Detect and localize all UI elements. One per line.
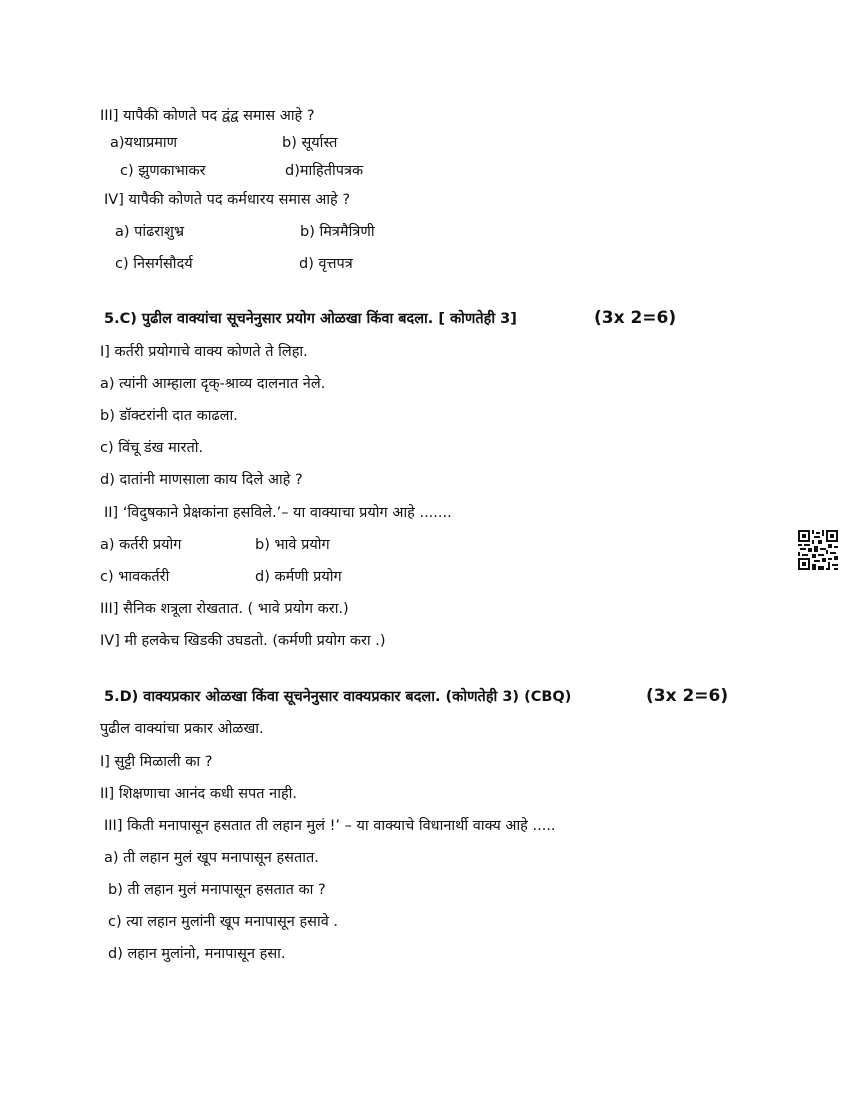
- section-5c-marks: (3x 2=6): [594, 308, 677, 328]
- q4-iii-option-d: d)माहितीपत्रक: [285, 163, 364, 179]
- q4-iii-question: III] यापैकी कोणते पद द्वंद्व समास आहे ?: [100, 108, 315, 124]
- q4-iv-option-a: a) पांढराशुभ्र: [115, 224, 185, 240]
- q4-iv-option-b: b) मित्रमैत्रिणी: [300, 224, 375, 240]
- s5d-q3-option-b: b) ती लहान मुलं मनापासून हसतात का ?: [108, 882, 326, 898]
- s5c-q2: II] ‘विदुषकाने प्रेक्षकांना हसविले.’– या वाक्याचा प्रयोग आहे .......: [104, 505, 452, 521]
- s5d-q3-option-c: c) त्या लहान मुलांनी खूप मनापासून हसावे .: [108, 914, 338, 930]
- q4-iv-option-c: c) निसर्गसौदर्य: [115, 256, 193, 272]
- q4-iv-question: IV] यापैकी कोणते पद कर्मधारय समास आहे ?: [104, 192, 351, 208]
- q4-iv-option-d: d) वृत्तपत्र: [299, 256, 353, 272]
- s5d-q3-option-a: a) ती लहान मुलं खूप मनापासून हसतात.: [104, 850, 319, 866]
- s5c-q3: III] सैनिक शत्रूला रोखतात. ( भावे प्रयोग करा.): [100, 601, 349, 617]
- s5c-q1: I] कर्तरी प्रयोगाचे वाक्य कोणते ते लिहा.: [100, 344, 308, 360]
- s5d-intro: पुढील वाक्यांचा प्रकार ओळखा.: [100, 721, 264, 737]
- qr-code-icon: [798, 530, 838, 570]
- s5c-q4: IV] मी हलकेच खिडकी उघडतो. (कर्मणी प्रयोग करा .): [100, 633, 386, 649]
- section-5d-heading: 5.D) वाक्यप्रकार ओळखा किंवा सूचनेनुसार वाक्यप्रकार बदला. (कोणतेही 3) (CBQ): [104, 689, 572, 705]
- s5c-q2-option-c: c) भावकर्तरी: [100, 569, 170, 585]
- s5c-q2-option-d: d) कर्मणी प्रयोग: [255, 569, 342, 585]
- s5d-q3-option-d: d) लहान मुलांनो, मनापासून हसा.: [108, 946, 286, 962]
- s5d-q2: II] शिक्षणाचा आनंद कधी सपत नाही.: [100, 786, 298, 802]
- s5c-q2-option-b: b) भावे प्रयोग: [255, 537, 330, 553]
- section-5d-marks: (3x 2=6): [646, 686, 729, 706]
- s5c-q1-option-d: d) दातांनी माणसाला काय दिले आहे ?: [100, 472, 303, 488]
- s5d-q1: I] सुट्टी मिळाली का ?: [100, 754, 213, 770]
- s5d-q3: III] किती मनापासून हसतात ती लहान मुलं !’ – या वाक्याचे विधानार्थी वाक्य आहे .....: [104, 818, 556, 834]
- s5c-q2-option-a: a) कर्तरी प्रयोग: [100, 537, 182, 553]
- section-5c-heading: 5.C) पुढील वाक्यांचा सूचनेनुसार प्रयोग ओळखा किंवा बदला. [ कोणतेही 3]: [104, 311, 517, 327]
- q4-iii-option-a: a)यथाप्रमाण: [110, 135, 178, 151]
- s5c-q1-option-a: a) त्यांनी आम्हाला दृक्-श्राव्य दालनात नेले.: [100, 376, 326, 392]
- q4-iii-option-b: b) सूर्यास्त: [282, 135, 338, 151]
- q4-iii-option-c: c) झुणकाभाकर: [120, 163, 206, 179]
- s5c-q1-option-c: c) विंचू डंख मारतो.: [100, 440, 204, 456]
- s5c-q1-option-b: b) डॉक्टरांनी दात काढला.: [100, 408, 238, 424]
